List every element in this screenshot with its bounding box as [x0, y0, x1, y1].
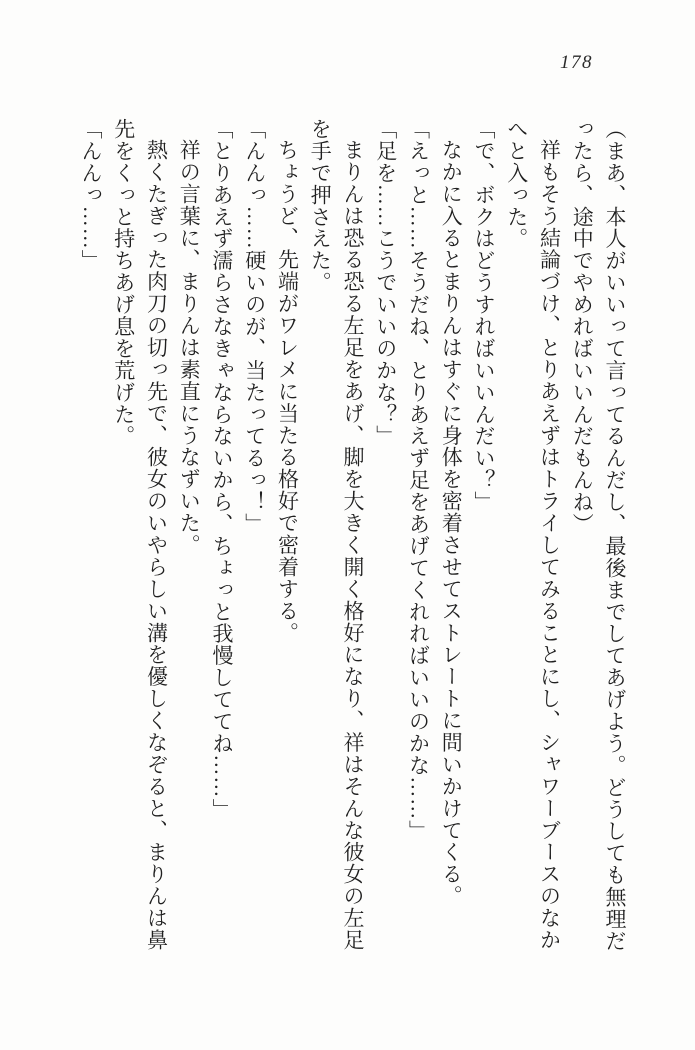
text-line-8: 「足を……こうでいいのかな？」 — [373, 118, 398, 448]
text-line-9: まりんは恐る恐る左足をあげ、脚を大きく開く格好になり、祥はそんな彼女の左足 — [341, 139, 365, 951]
text-line-12: 「んんっ……硬いのが、当たってるっ！」 — [242, 118, 267, 535]
text-line-14: 祥の言葉に、まりんは素直にうなずいた。 — [177, 139, 202, 556]
text-line-6: なかに入るとまりんはすぐに身体を密着させてストレートに問いかけてくる。 — [439, 139, 464, 908]
text-line-5: 「で、ボクはどうすればいいんだい？」 — [472, 118, 496, 514]
page-number: 178 — [560, 52, 593, 73]
text-line-1: （まあ、本人がいいって言ってるんだし、最後までしてあげよう。どうしても無理だ — [603, 118, 627, 952]
text-line-2: ったら、途中でやめればいいんだもんね） — [570, 118, 595, 535]
text-line-7: 「えっと……そうだね、とりあえず足をあげてくれればいいのかな……」 — [406, 118, 431, 843]
text-line-11: ちょうど、先端がワレメに当たる格好で密着する。 — [275, 139, 300, 644]
text-line-3: 祥もそう結論づけ、とりあえずはトライしてみることにし、シャワーブースのなか — [537, 139, 562, 951]
text-line-16: 先をくっと持ちあげ息を荒げた。 — [111, 118, 136, 448]
text-line-10: を手で押さえた。 — [308, 118, 333, 294]
text-line-17: 「んんっ……」 — [79, 118, 103, 272]
text-line-15: 熱くたぎった肉刀の切っ先で、彼女のいやらしい溝を優しくなぞると、まりんは鼻 — [144, 139, 169, 951]
text-line-13: 「とりあえず濡らさなきゃならないから、ちょっと我慢しててね……」 — [210, 118, 234, 821]
text-line-4: へと入った。 — [504, 118, 529, 250]
vertical-text-block — [74, 118, 631, 966]
